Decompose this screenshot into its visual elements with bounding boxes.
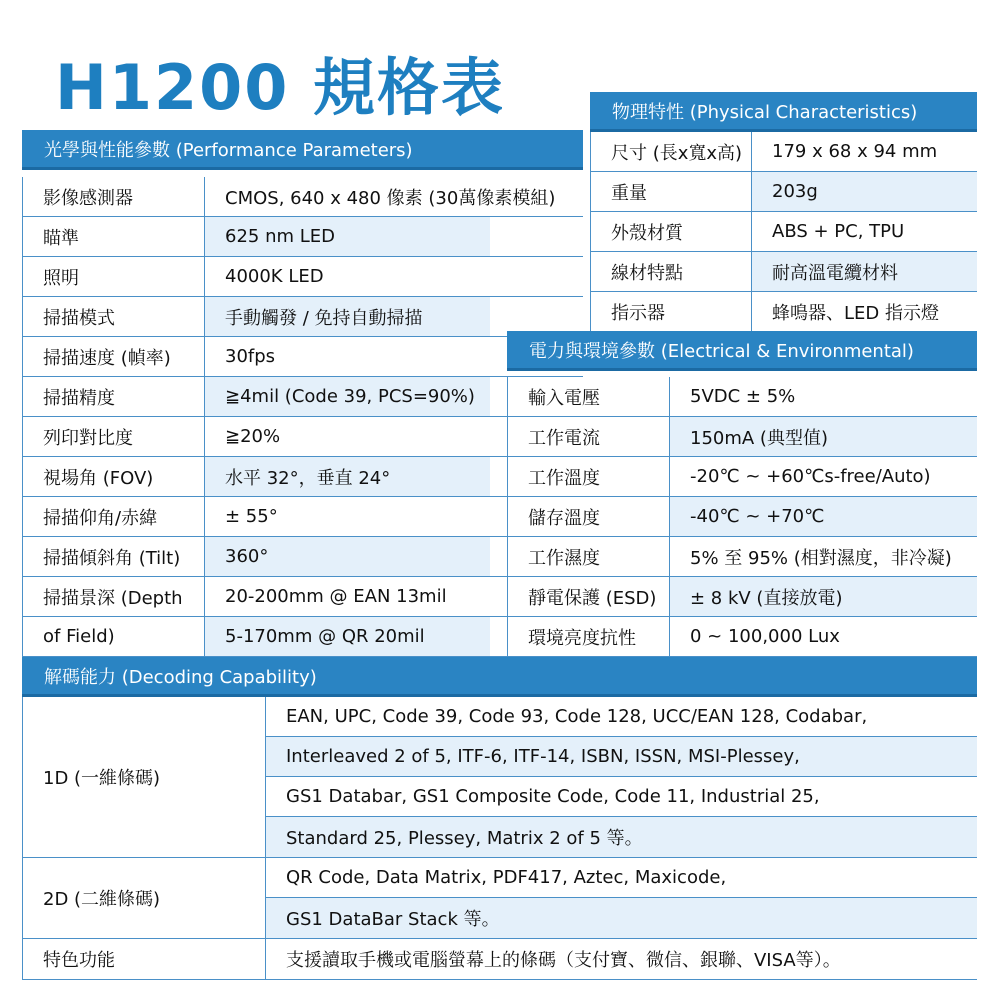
decoding-line: 支援讀取手機或電腦螢幕上的條碼（支付寶、微信、銀聯、VISA等）。 [286,950,841,971]
row-label: 工作電流 [507,417,670,456]
table-row [22,537,583,577]
row-label: 掃描速度 (幀率) [22,337,205,376]
decoding-table [22,697,977,980]
table-row [590,172,977,212]
row-value: 蜂鳴器、LED 指示燈 [772,302,939,324]
row-label: 掃描模式 [22,297,205,336]
row-value: 4000K LED [225,266,324,287]
decoding-row [23,939,977,980]
electrical-header: 電力與環境參數 (Electrical & Environmental) [507,331,977,371]
table-row [507,497,977,537]
row-label: 列印對比度 [22,417,205,456]
table-row [507,537,977,577]
table-row [22,337,583,377]
physical-table [590,132,977,332]
table-row [22,497,583,537]
performance-header: 光學與性能參數 (Performance Parameters) [22,130,583,170]
row-label: 重量 [590,172,752,211]
decoding-label: 1D (一維條碼) [23,697,266,857]
row-label: 視場角 (FOV) [22,457,205,496]
row-value: 0 ~ 100,000 Lux [690,626,840,647]
row-value: 360° [205,537,490,576]
row-value: 179 x 68 x 94 mm [772,141,938,162]
table-row [22,617,583,657]
row-label: 掃描景深 (Depth [22,577,205,616]
row-label: 尺寸 (長x寬x高) [590,132,752,171]
row-value: 20-200mm @ EAN 13mil [225,586,447,607]
row-label: 瞄準 [22,217,205,256]
row-value: 150mA (典型值) [670,417,977,456]
row-label: 靜電保護 (ESD) [507,577,670,616]
decoding-line: GS1 Databar, GS1 Composite Code, Code 11, Industrial 25, [266,777,977,817]
row-value: ≧20% [225,426,281,447]
table-row [22,457,583,497]
row-value: 耐高溫電纜材料 [752,252,977,291]
row-label: 掃描仰角/赤緯 [22,497,205,536]
row-label: 影像感測器 [22,177,205,216]
row-value: ≧4mil (Code 39, PCS=90%) [205,377,490,416]
table-row [590,132,977,172]
decoding-line: Standard 25, Plessey, Matrix 2 of 5 等。 [266,817,977,857]
row-value: ± 55° [225,506,278,527]
table-row [507,417,977,457]
row-label: 工作溫度 [507,457,670,496]
row-value: 625 nm LED [205,217,490,256]
row-value: 30fps [225,346,276,367]
row-label: 線材特點 [590,252,752,291]
table-row [22,257,583,297]
table-row [507,457,977,497]
row-label: 掃描傾斜角 (Tilt) [22,537,205,576]
table-row [22,577,583,617]
decoding-label: 特色功能 [23,939,266,979]
table-row [22,377,583,417]
electrical-table [507,377,977,657]
row-value: 手動觸發 / 免持自動掃描 [205,297,490,336]
row-label: 輸入電壓 [507,377,670,416]
row-value: 5VDC ± 5% [690,386,796,407]
row-value: ± 8 kV (直接放電) [670,577,977,616]
table-row [507,577,977,617]
decoding-line: QR Code, Data Matrix, PDF417, Aztec, Maxicode, [266,858,977,898]
physical-header: 物理特性 (Physical Characteristics) [590,92,977,132]
row-label: 儲存溫度 [507,497,670,536]
row-value: -20℃ ~ +60℃s-free/Auto) [690,466,931,487]
page-title: H1200 規格表 [55,51,506,124]
row-value: 5% 至 95% (相對濕度，非冷凝) [690,547,952,569]
row-value: 203g [752,172,977,211]
table-row [22,297,583,337]
decoding-label: 2D (二維條碼) [23,858,266,938]
row-value: CMOS, 640 x 480 像素 (30萬像素模組) [225,187,556,209]
table-row [22,217,583,257]
row-label: 照明 [22,257,205,296]
row-label: 掃描精度 [22,377,205,416]
table-row [507,377,977,417]
decoding-row [23,858,977,939]
table-row [22,417,583,457]
decoding-line: GS1 DataBar Stack 等。 [266,898,977,938]
row-value: 5-170mm @ QR 20mil [205,617,490,656]
row-label: 工作濕度 [507,537,670,576]
performance-table [22,177,583,657]
table-row [590,252,977,292]
table-row [590,212,977,252]
decoding-line: EAN, UPC, Code 39, Code 93, Code 128, UCC/EAN 128, Codabar, [266,697,977,737]
decoding-row [23,697,977,858]
table-row [590,292,977,332]
row-value: ABS + PC, TPU [772,221,905,242]
row-label: 環境亮度抗性 [507,617,670,656]
row-value: -40℃ ~ +70℃ [670,497,977,536]
decoding-header: 解碼能力 (Decoding Capability) [22,657,977,697]
row-label: of Field) [22,617,205,656]
decoding-line: Interleaved 2 of 5, ITF-6, ITF-14, ISBN, ISSN, MSI-Plessey, [266,737,977,777]
row-value: 水平 32°，垂直 24° [205,457,490,496]
table-row [507,617,977,657]
row-label: 指示器 [590,292,752,331]
row-label: 外殼材質 [590,212,752,251]
table-row [22,177,583,217]
